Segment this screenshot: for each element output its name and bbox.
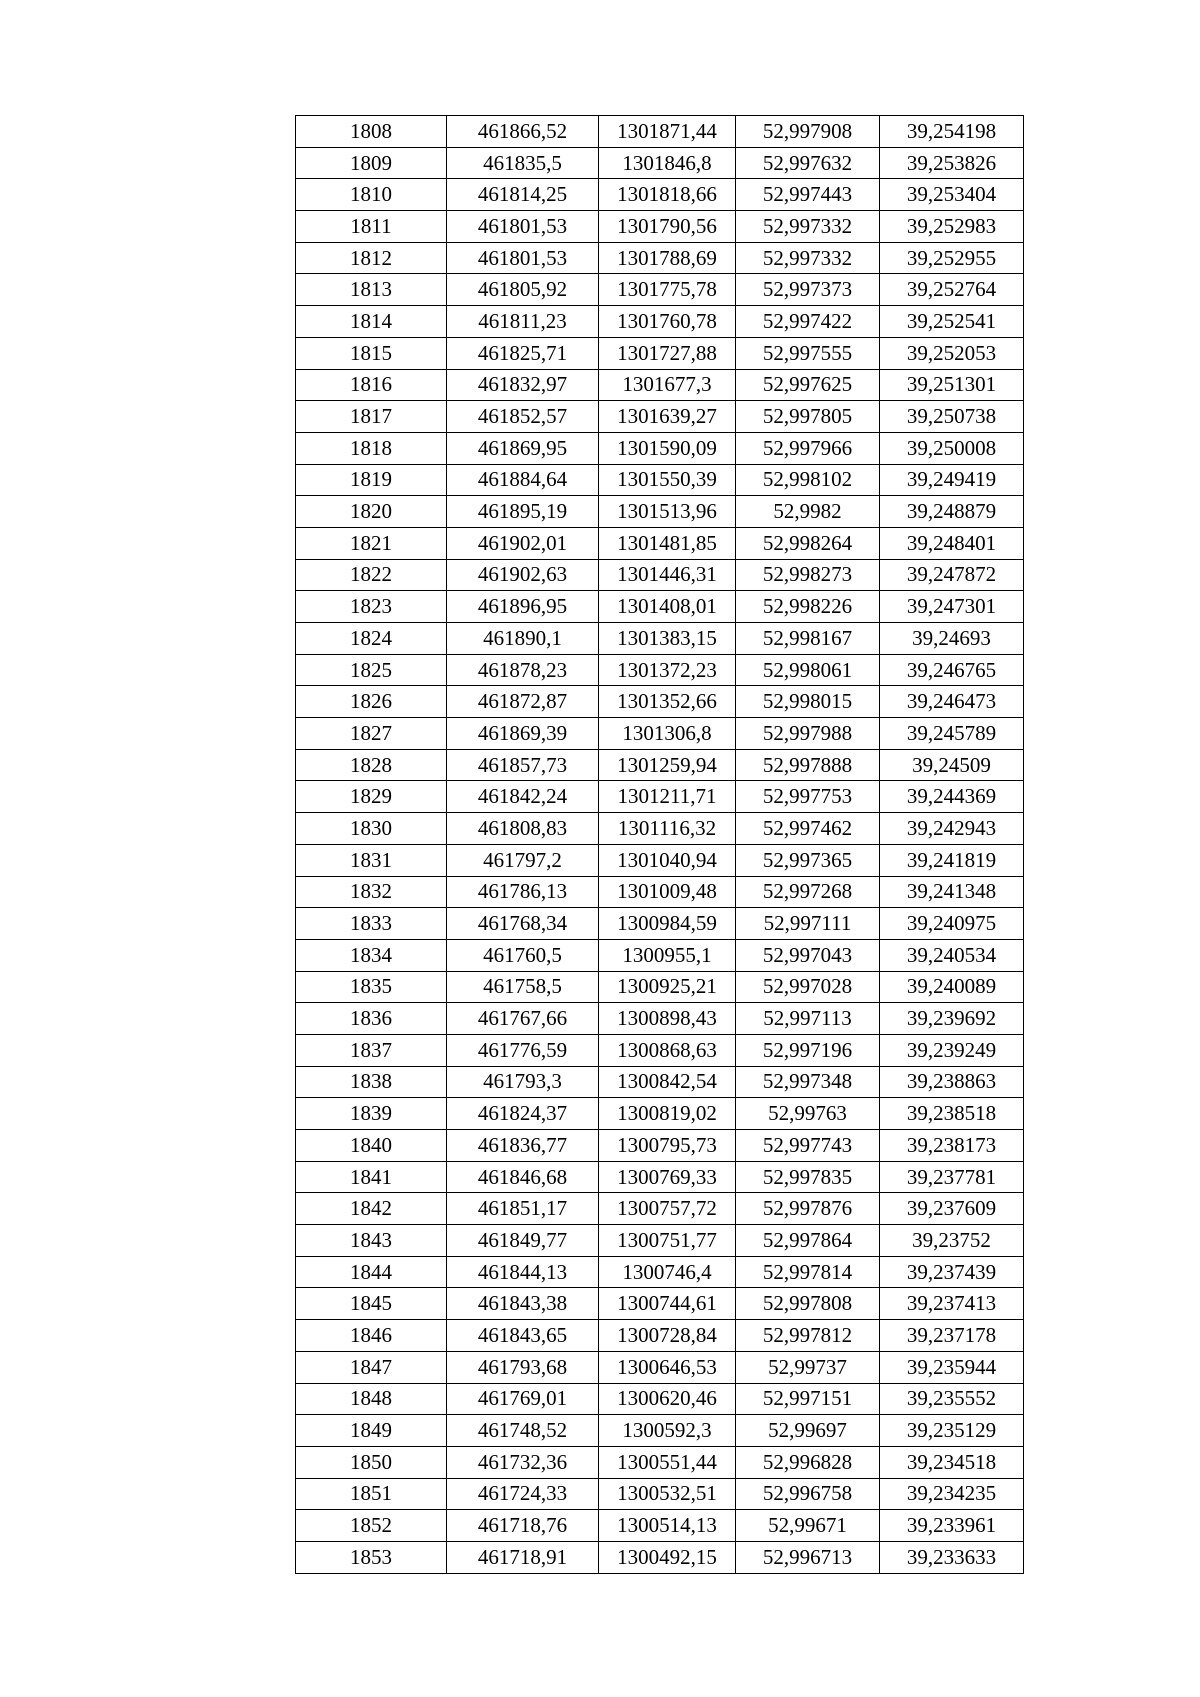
coordinates-table	[295, 115, 1024, 1574]
x-coordinate-cell: 461902,01	[447, 527, 599, 559]
y-coordinate-cell: 1301871,44	[599, 116, 736, 148]
y-coordinate-cell: 1300532,51	[599, 1478, 736, 1510]
latitude-cell: 52,9982	[736, 496, 880, 528]
y-coordinate-cell: 1300757,72	[599, 1193, 736, 1225]
point-number-cell: 1812	[296, 242, 447, 274]
table-row	[296, 1034, 1024, 1066]
x-coordinate-cell: 461767,66	[447, 1003, 599, 1035]
x-coordinate-cell: 461797,2	[447, 844, 599, 876]
table-row	[296, 781, 1024, 813]
y-coordinate-cell: 1300984,59	[599, 908, 736, 940]
y-coordinate-cell: 1300751,77	[599, 1225, 736, 1257]
latitude-cell: 52,997555	[736, 337, 880, 369]
x-coordinate-cell: 461895,19	[447, 496, 599, 528]
y-coordinate-cell: 1300744,61	[599, 1288, 736, 1320]
y-coordinate-cell: 1300728,84	[599, 1320, 736, 1352]
y-coordinate-cell: 1301446,31	[599, 559, 736, 591]
table-row	[296, 939, 1024, 971]
table-row	[296, 1351, 1024, 1383]
longitude-cell: 39,237609	[880, 1193, 1024, 1225]
point-number-cell: 1825	[296, 654, 447, 686]
table-row	[296, 1478, 1024, 1510]
point-number-cell: 1809	[296, 147, 447, 179]
latitude-cell: 52,997966	[736, 432, 880, 464]
table-row	[296, 844, 1024, 876]
x-coordinate-cell: 461842,24	[447, 781, 599, 813]
longitude-cell: 39,251301	[880, 369, 1024, 401]
longitude-cell: 39,238518	[880, 1098, 1024, 1130]
y-coordinate-cell: 1301760,78	[599, 306, 736, 338]
x-coordinate-cell: 461852,57	[447, 401, 599, 433]
x-coordinate-cell: 461718,76	[447, 1510, 599, 1542]
table-row	[296, 1415, 1024, 1447]
y-coordinate-cell: 1300868,63	[599, 1034, 736, 1066]
table-row	[296, 591, 1024, 623]
x-coordinate-cell: 461793,68	[447, 1351, 599, 1383]
y-coordinate-cell: 1301639,27	[599, 401, 736, 433]
y-coordinate-cell: 1301116,32	[599, 813, 736, 845]
table-row	[296, 1383, 1024, 1415]
table-row	[296, 274, 1024, 306]
y-coordinate-cell: 1300592,3	[599, 1415, 736, 1447]
longitude-cell: 39,233633	[880, 1541, 1024, 1573]
longitude-cell: 39,252955	[880, 242, 1024, 274]
longitude-cell: 39,24509	[880, 749, 1024, 781]
latitude-cell: 52,997864	[736, 1225, 880, 1257]
longitude-cell: 39,238863	[880, 1066, 1024, 1098]
x-coordinate-cell: 461718,91	[447, 1541, 599, 1573]
point-number-cell: 1851	[296, 1478, 447, 1510]
longitude-cell: 39,240534	[880, 939, 1024, 971]
point-number-cell: 1831	[296, 844, 447, 876]
latitude-cell: 52,998102	[736, 464, 880, 496]
y-coordinate-cell: 1301372,23	[599, 654, 736, 686]
point-number-cell: 1837	[296, 1034, 447, 1066]
y-coordinate-cell: 1301788,69	[599, 242, 736, 274]
latitude-cell: 52,997111	[736, 908, 880, 940]
y-coordinate-cell: 1301211,71	[599, 781, 736, 813]
y-coordinate-cell: 1300620,46	[599, 1383, 736, 1415]
table-row	[296, 971, 1024, 1003]
y-coordinate-cell: 1300842,54	[599, 1066, 736, 1098]
point-number-cell: 1853	[296, 1541, 447, 1573]
y-coordinate-cell: 1300955,1	[599, 939, 736, 971]
point-number-cell: 1834	[296, 939, 447, 971]
point-number-cell: 1841	[296, 1161, 447, 1193]
latitude-cell: 52,997625	[736, 369, 880, 401]
latitude-cell: 52,997908	[736, 116, 880, 148]
point-number-cell: 1832	[296, 876, 447, 908]
latitude-cell: 52,997373	[736, 274, 880, 306]
table-row	[296, 1066, 1024, 1098]
latitude-cell: 52,997814	[736, 1256, 880, 1288]
table-row	[296, 623, 1024, 655]
y-coordinate-cell: 1301677,3	[599, 369, 736, 401]
y-coordinate-cell: 1300746,4	[599, 1256, 736, 1288]
y-coordinate-cell: 1301352,66	[599, 686, 736, 718]
longitude-cell: 39,254198	[880, 116, 1024, 148]
latitude-cell: 52,997348	[736, 1066, 880, 1098]
point-number-cell: 1845	[296, 1288, 447, 1320]
point-number-cell: 1824	[296, 623, 447, 655]
table-row	[296, 496, 1024, 528]
y-coordinate-cell: 1301818,66	[599, 179, 736, 211]
x-coordinate-cell: 461890,1	[447, 623, 599, 655]
table-row	[296, 813, 1024, 845]
x-coordinate-cell: 461844,13	[447, 1256, 599, 1288]
longitude-cell: 39,245789	[880, 718, 1024, 750]
latitude-cell: 52,997151	[736, 1383, 880, 1415]
y-coordinate-cell: 1301513,96	[599, 496, 736, 528]
y-coordinate-cell: 1301383,15	[599, 623, 736, 655]
point-number-cell: 1840	[296, 1130, 447, 1162]
table-row	[296, 1510, 1024, 1542]
longitude-cell: 39,250738	[880, 401, 1024, 433]
y-coordinate-cell: 1300795,73	[599, 1130, 736, 1162]
latitude-cell: 52,997332	[736, 211, 880, 243]
x-coordinate-cell: 461758,5	[447, 971, 599, 1003]
x-coordinate-cell: 461866,52	[447, 116, 599, 148]
point-number-cell: 1839	[296, 1098, 447, 1130]
x-coordinate-cell: 461835,5	[447, 147, 599, 179]
latitude-cell: 52,997196	[736, 1034, 880, 1066]
y-coordinate-cell: 1301481,85	[599, 527, 736, 559]
x-coordinate-cell: 461869,39	[447, 718, 599, 750]
point-number-cell: 1808	[296, 116, 447, 148]
table-row	[296, 527, 1024, 559]
table-row	[296, 242, 1024, 274]
x-coordinate-cell: 461786,13	[447, 876, 599, 908]
x-coordinate-cell: 461843,65	[447, 1320, 599, 1352]
longitude-cell: 39,240975	[880, 908, 1024, 940]
coordinates-table-body	[296, 116, 1024, 1574]
x-coordinate-cell: 461776,59	[447, 1034, 599, 1066]
table-row	[296, 337, 1024, 369]
table-row	[296, 876, 1024, 908]
longitude-cell: 39,244369	[880, 781, 1024, 813]
longitude-cell: 39,237439	[880, 1256, 1024, 1288]
y-coordinate-cell: 1300925,21	[599, 971, 736, 1003]
table-row	[296, 686, 1024, 718]
longitude-cell: 39,253826	[880, 147, 1024, 179]
latitude-cell: 52,996828	[736, 1446, 880, 1478]
y-coordinate-cell: 1301550,39	[599, 464, 736, 496]
latitude-cell: 52,997268	[736, 876, 880, 908]
longitude-cell: 39,246473	[880, 686, 1024, 718]
table-row	[296, 369, 1024, 401]
table-row	[296, 401, 1024, 433]
x-coordinate-cell: 461843,38	[447, 1288, 599, 1320]
longitude-cell: 39,240089	[880, 971, 1024, 1003]
x-coordinate-cell: 461836,77	[447, 1130, 599, 1162]
longitude-cell: 39,241819	[880, 844, 1024, 876]
longitude-cell: 39,235129	[880, 1415, 1024, 1447]
latitude-cell: 52,997808	[736, 1288, 880, 1320]
y-coordinate-cell: 1301408,01	[599, 591, 736, 623]
latitude-cell: 52,997812	[736, 1320, 880, 1352]
latitude-cell: 52,997805	[736, 401, 880, 433]
table-row	[296, 1225, 1024, 1257]
latitude-cell: 52,998226	[736, 591, 880, 623]
y-coordinate-cell: 1301775,78	[599, 274, 736, 306]
point-number-cell: 1843	[296, 1225, 447, 1257]
y-coordinate-cell: 1301306,8	[599, 718, 736, 750]
table-row	[296, 1161, 1024, 1193]
point-number-cell: 1814	[296, 306, 447, 338]
table-row	[296, 179, 1024, 211]
table-row	[296, 718, 1024, 750]
x-coordinate-cell: 461824,37	[447, 1098, 599, 1130]
y-coordinate-cell: 1301727,88	[599, 337, 736, 369]
point-number-cell: 1810	[296, 179, 447, 211]
longitude-cell: 39,234235	[880, 1478, 1024, 1510]
x-coordinate-cell: 461869,95	[447, 432, 599, 464]
point-number-cell: 1813	[296, 274, 447, 306]
x-coordinate-cell: 461851,17	[447, 1193, 599, 1225]
x-coordinate-cell: 461808,83	[447, 813, 599, 845]
y-coordinate-cell: 1300551,44	[599, 1446, 736, 1478]
longitude-cell: 39,252983	[880, 211, 1024, 243]
point-number-cell: 1833	[296, 908, 447, 940]
point-number-cell: 1849	[296, 1415, 447, 1447]
y-coordinate-cell: 1300492,15	[599, 1541, 736, 1573]
longitude-cell: 39,252541	[880, 306, 1024, 338]
point-number-cell: 1816	[296, 369, 447, 401]
x-coordinate-cell: 461748,52	[447, 1415, 599, 1447]
x-coordinate-cell: 461896,95	[447, 591, 599, 623]
latitude-cell: 52,99763	[736, 1098, 880, 1130]
point-number-cell: 1835	[296, 971, 447, 1003]
point-number-cell: 1823	[296, 591, 447, 623]
point-number-cell: 1848	[296, 1383, 447, 1415]
latitude-cell: 52,997743	[736, 1130, 880, 1162]
point-number-cell: 1821	[296, 527, 447, 559]
x-coordinate-cell: 461760,5	[447, 939, 599, 971]
table-row	[296, 654, 1024, 686]
longitude-cell: 39,235944	[880, 1351, 1024, 1383]
latitude-cell: 52,996758	[736, 1478, 880, 1510]
table-row	[296, 1193, 1024, 1225]
point-number-cell: 1828	[296, 749, 447, 781]
y-coordinate-cell: 1301590,09	[599, 432, 736, 464]
y-coordinate-cell: 1301040,94	[599, 844, 736, 876]
longitude-cell: 39,233961	[880, 1510, 1024, 1542]
x-coordinate-cell: 461793,3	[447, 1066, 599, 1098]
longitude-cell: 39,239692	[880, 1003, 1024, 1035]
table-row	[296, 749, 1024, 781]
table-row	[296, 432, 1024, 464]
longitude-cell: 39,252053	[880, 337, 1024, 369]
latitude-cell: 52,99671	[736, 1510, 880, 1542]
latitude-cell: 52,998061	[736, 654, 880, 686]
x-coordinate-cell: 461849,77	[447, 1225, 599, 1257]
table-row	[296, 1098, 1024, 1130]
latitude-cell: 52,997888	[736, 749, 880, 781]
x-coordinate-cell: 461832,97	[447, 369, 599, 401]
point-number-cell: 1826	[296, 686, 447, 718]
table-row	[296, 559, 1024, 591]
latitude-cell: 52,997443	[736, 179, 880, 211]
x-coordinate-cell: 461878,23	[447, 654, 599, 686]
longitude-cell: 39,24693	[880, 623, 1024, 655]
latitude-cell: 52,997876	[736, 1193, 880, 1225]
longitude-cell: 39,234518	[880, 1446, 1024, 1478]
point-number-cell: 1818	[296, 432, 447, 464]
latitude-cell: 52,997462	[736, 813, 880, 845]
point-number-cell: 1842	[296, 1193, 447, 1225]
longitude-cell: 39,23752	[880, 1225, 1024, 1257]
table-row	[296, 116, 1024, 148]
point-number-cell: 1838	[296, 1066, 447, 1098]
latitude-cell: 52,997753	[736, 781, 880, 813]
y-coordinate-cell: 1300646,53	[599, 1351, 736, 1383]
x-coordinate-cell: 461902,63	[447, 559, 599, 591]
latitude-cell: 52,997332	[736, 242, 880, 274]
point-number-cell: 1829	[296, 781, 447, 813]
longitude-cell: 39,252764	[880, 274, 1024, 306]
longitude-cell: 39,249419	[880, 464, 1024, 496]
table-row	[296, 1320, 1024, 1352]
latitude-cell: 52,997632	[736, 147, 880, 179]
latitude-cell: 52,99737	[736, 1351, 880, 1383]
table-row	[296, 908, 1024, 940]
latitude-cell: 52,997365	[736, 844, 880, 876]
point-number-cell: 1820	[296, 496, 447, 528]
point-number-cell: 1847	[296, 1351, 447, 1383]
longitude-cell: 39,253404	[880, 179, 1024, 211]
point-number-cell: 1822	[296, 559, 447, 591]
latitude-cell: 52,998273	[736, 559, 880, 591]
y-coordinate-cell: 1300769,33	[599, 1161, 736, 1193]
point-number-cell: 1844	[296, 1256, 447, 1288]
longitude-cell: 39,237178	[880, 1320, 1024, 1352]
x-coordinate-cell: 461805,92	[447, 274, 599, 306]
y-coordinate-cell: 1301846,8	[599, 147, 736, 179]
longitude-cell: 39,241348	[880, 876, 1024, 908]
point-number-cell: 1850	[296, 1446, 447, 1478]
y-coordinate-cell: 1300819,02	[599, 1098, 736, 1130]
y-coordinate-cell: 1301009,48	[599, 876, 736, 908]
latitude-cell: 52,998015	[736, 686, 880, 718]
longitude-cell: 39,237413	[880, 1288, 1024, 1320]
x-coordinate-cell: 461857,73	[447, 749, 599, 781]
x-coordinate-cell: 461801,53	[447, 211, 599, 243]
point-number-cell: 1827	[296, 718, 447, 750]
x-coordinate-cell: 461814,25	[447, 179, 599, 211]
longitude-cell: 39,248879	[880, 496, 1024, 528]
longitude-cell: 39,247872	[880, 559, 1024, 591]
point-number-cell: 1846	[296, 1320, 447, 1352]
table-row	[296, 1130, 1024, 1162]
y-coordinate-cell: 1300898,43	[599, 1003, 736, 1035]
latitude-cell: 52,997422	[736, 306, 880, 338]
y-coordinate-cell: 1300514,13	[599, 1510, 736, 1542]
latitude-cell: 52,997835	[736, 1161, 880, 1193]
table-row	[296, 1541, 1024, 1573]
latitude-cell: 52,998264	[736, 527, 880, 559]
table-row	[296, 1446, 1024, 1478]
y-coordinate-cell: 1301259,94	[599, 749, 736, 781]
x-coordinate-cell: 461769,01	[447, 1383, 599, 1415]
longitude-cell: 39,242943	[880, 813, 1024, 845]
x-coordinate-cell: 461811,23	[447, 306, 599, 338]
longitude-cell: 39,246765	[880, 654, 1024, 686]
latitude-cell: 52,996713	[736, 1541, 880, 1573]
latitude-cell: 52,997028	[736, 971, 880, 1003]
x-coordinate-cell: 461732,36	[447, 1446, 599, 1478]
longitude-cell: 39,248401	[880, 527, 1024, 559]
point-number-cell: 1817	[296, 401, 447, 433]
x-coordinate-cell: 461872,87	[447, 686, 599, 718]
latitude-cell: 52,997113	[736, 1003, 880, 1035]
longitude-cell: 39,250008	[880, 432, 1024, 464]
x-coordinate-cell: 461768,34	[447, 908, 599, 940]
longitude-cell: 39,247301	[880, 591, 1024, 623]
table-row	[296, 1256, 1024, 1288]
latitude-cell: 52,99697	[736, 1415, 880, 1447]
table-row	[296, 306, 1024, 338]
latitude-cell: 52,997043	[736, 939, 880, 971]
table-row	[296, 211, 1024, 243]
longitude-cell: 39,235552	[880, 1383, 1024, 1415]
point-number-cell: 1815	[296, 337, 447, 369]
latitude-cell: 52,998167	[736, 623, 880, 655]
x-coordinate-cell: 461884,64	[447, 464, 599, 496]
latitude-cell: 52,997988	[736, 718, 880, 750]
x-coordinate-cell: 461724,33	[447, 1478, 599, 1510]
table-row	[296, 1003, 1024, 1035]
point-number-cell: 1836	[296, 1003, 447, 1035]
longitude-cell: 39,237781	[880, 1161, 1024, 1193]
y-coordinate-cell: 1301790,56	[599, 211, 736, 243]
longitude-cell: 39,238173	[880, 1130, 1024, 1162]
point-number-cell: 1852	[296, 1510, 447, 1542]
x-coordinate-cell: 461801,53	[447, 242, 599, 274]
table-row	[296, 147, 1024, 179]
table-row	[296, 1288, 1024, 1320]
table-row	[296, 464, 1024, 496]
point-number-cell: 1819	[296, 464, 447, 496]
point-number-cell: 1830	[296, 813, 447, 845]
x-coordinate-cell: 461846,68	[447, 1161, 599, 1193]
longitude-cell: 39,239249	[880, 1034, 1024, 1066]
point-number-cell: 1811	[296, 211, 447, 243]
x-coordinate-cell: 461825,71	[447, 337, 599, 369]
